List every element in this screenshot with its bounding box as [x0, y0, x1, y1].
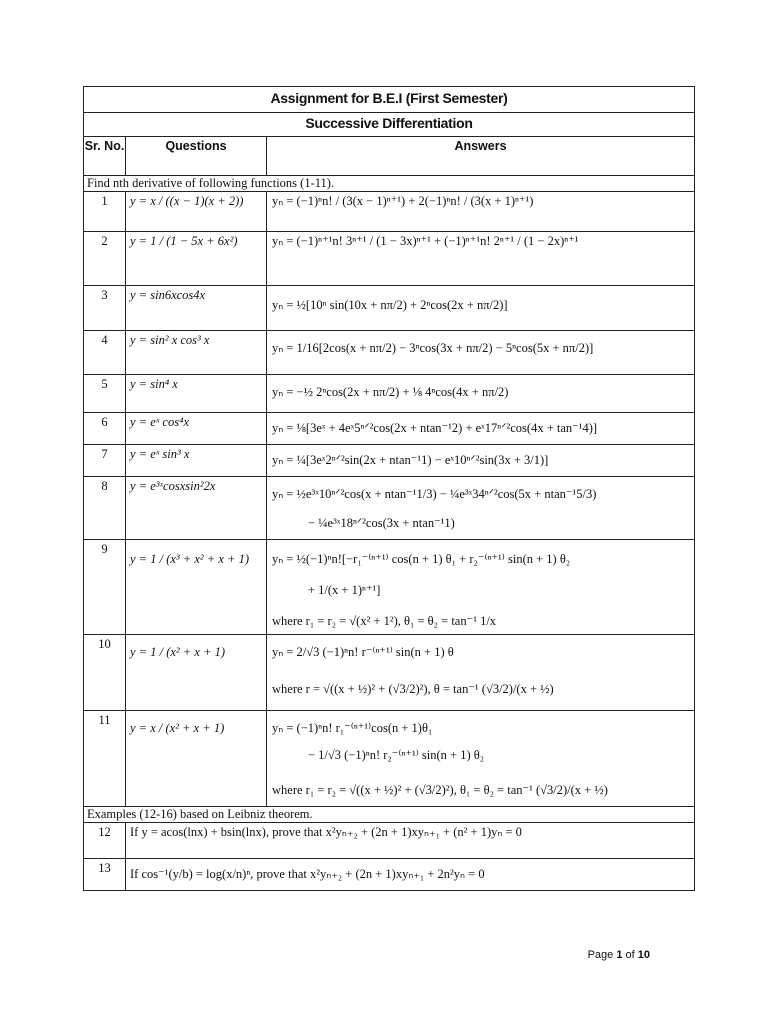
table-row: [84, 635, 695, 711]
answer-cell: [267, 711, 695, 807]
question-cell: [126, 192, 267, 232]
answer-line: where r₁ = r₂ = √((x + ½)² + (√3/2)²), θ₁ = θ₂ = tan⁻¹ (√3/2)/(x + ½): [272, 783, 608, 797]
table-row: [84, 859, 695, 891]
question-cell: [126, 477, 267, 540]
column-header-sr-text: Sr. No.: [84, 139, 125, 153]
question-text: y = 1 / (x² + x + 1): [130, 645, 225, 659]
question-cell: [126, 711, 267, 807]
question-cell: [126, 375, 267, 413]
answer-cell: [267, 413, 695, 445]
question-text: y = e³ˣcosxsin²2x: [130, 479, 216, 493]
question-text: y = sin6xcos4x: [130, 288, 206, 302]
table-row: [84, 375, 695, 413]
row-number: 12: [84, 823, 126, 859]
page-prefix: Page: [587, 949, 617, 961]
table-row: [84, 477, 695, 540]
question-text: y = 1 / (x³ + x² + x + 1): [130, 552, 249, 566]
answer-cell: [267, 635, 695, 711]
table-row: [84, 413, 695, 445]
question-text: y = sin² x cos³ x: [130, 333, 210, 347]
answer-line: yₙ = 1/16[2cos(x + nπ/2) − 3ⁿcos(3x + nπ/2) − 5ⁿcos(5x + nπ/2)]: [272, 341, 594, 355]
question-cell: [126, 635, 267, 711]
answer-cell: [267, 286, 695, 331]
answer-line: yₙ = ½(−1)ⁿn![−r₁⁻⁽ⁿ⁺¹⁾ cos(n + 1) θ₁ + r₂⁻⁽ⁿ⁺¹⁾ sin(n + 1) θ₂: [272, 552, 571, 566]
question-text: y = 1 / (1 − 5x + 6x²): [130, 234, 238, 248]
row-number: 9: [84, 540, 126, 635]
answer-line: yₙ = ¼[3eˣ2ⁿᐟ²sin(2x + ntan⁻¹1) − eˣ10ⁿᐟ²sin(3x + 3/1)]: [272, 453, 549, 467]
answer-line: where r₁ = r₂ = √(x² + 1²), θ₁ = θ₂ = tan⁻¹ 1/x: [272, 614, 497, 628]
table-row: [84, 232, 695, 286]
question-text: y = x / (x² + x + 1): [130, 721, 225, 735]
answer-cell: [267, 232, 695, 286]
table-row: [84, 540, 695, 635]
row-number: 6: [84, 413, 126, 445]
answer-cell: [267, 477, 695, 540]
column-header-sr: [84, 137, 126, 176]
table-row: [84, 286, 695, 331]
answer-line: yₙ = 2/√3 (−1)ⁿn! r⁻⁽ⁿ⁺¹⁾ sin(n + 1) θ: [272, 645, 454, 659]
answer-line: − ¼e³ˣ18ⁿᐟ²cos(3x + ntan⁻¹1): [308, 516, 455, 530]
question-text: y = eˣ sin³ x: [130, 447, 190, 461]
row-number: 3: [84, 286, 126, 331]
question-cell: [126, 823, 695, 859]
question-text: y = sin⁴ x: [130, 377, 178, 391]
table-row: [84, 331, 695, 375]
section-label-nth-derivative: Find nth derivative of following functions (1-11).: [84, 176, 695, 192]
answer-line: yₙ = ⅛[3eˣ + 4eˣ5ⁿᐟ²cos(2x + ntan⁻¹2) + eˣ17ⁿᐟ²cos(4x + tan⁻¹4)]: [272, 421, 598, 435]
question-cell: [126, 232, 267, 286]
page-current: 1: [616, 949, 623, 961]
question-text: If y = acos(lnx) + bsin(lnx), prove that x²yₙ₊₂ + (2n + 1)xyₙ₊₁ + (n² + 1)yₙ = 0: [130, 825, 522, 839]
answer-line: yₙ = (−1)ⁿ⁺¹n! 3ⁿ⁺¹ / (1 − 3x)ⁿ⁺¹ + (−1)ⁿ⁺¹n! 2ⁿ⁺¹ / (1 − 2x)ⁿ⁺¹: [272, 234, 579, 248]
answer-line: yₙ = ½[10ⁿ sin(10x + nπ/2) + 2ⁿcos(2x + nπ/2)]: [272, 298, 508, 312]
column-header-answers: Answers: [267, 137, 695, 176]
question-text: y = eˣ cos⁴x: [130, 415, 189, 429]
row-number: 4: [84, 331, 126, 375]
page-number: [588, 949, 650, 961]
answer-cell: [267, 540, 695, 635]
table-row: [84, 445, 695, 477]
question-cell: [126, 286, 267, 331]
answer-line: yₙ = −½ 2ⁿcos(2x + nπ/2) + ⅛ 4ⁿcos(4x + nπ/2): [272, 385, 509, 399]
row-number: 2: [84, 232, 126, 286]
answer-line: + 1/(x + 1)ⁿ⁺¹]: [308, 583, 381, 597]
table-row: [84, 823, 695, 859]
table-row: [84, 711, 695, 807]
answer-line: yₙ = (−1)ⁿn! r₁⁻⁽ⁿ⁺¹⁾cos(n + 1)θ₁: [272, 721, 433, 735]
answer-line: − 1/√3 (−1)ⁿn! r₂⁻⁽ⁿ⁺¹⁾ sin(n + 1) θ₂: [308, 748, 485, 762]
page-title: Assignment for B.E.I (First Semester): [84, 87, 695, 113]
answer-line: yₙ = ½e³ˣ10ⁿᐟ²cos(x + ntan⁻¹1/3) − ¼e³ˣ34ⁿᐟ²cos(5x + ntan⁻¹5/3): [272, 487, 597, 501]
row-number: 8: [84, 477, 126, 540]
row-number: 7: [84, 445, 126, 477]
page-separator: of: [622, 949, 638, 961]
question-cell: [126, 445, 267, 477]
question-cell: [126, 859, 695, 891]
question-text: y = x / ((x − 1)(x + 2)): [130, 194, 244, 208]
page-subtitle: Successive Differentiation: [84, 113, 695, 137]
answer-line: yₙ = (−1)ⁿn! / (3(x − 1)ⁿ⁺¹) + 2(−1)ⁿn! / (3(x + 1)ⁿ⁺¹): [272, 194, 534, 208]
answer-cell: [267, 331, 695, 375]
question-cell: [126, 413, 267, 445]
row-number: 1: [84, 192, 126, 232]
question-text: If cos⁻¹(y/b) = log(x/n)ⁿ, prove that x²yₙ₊₂ + (2n + 1)xyₙ₊₁ + 2n²yₙ = 0: [130, 867, 485, 881]
question-cell: [126, 331, 267, 375]
row-number: 10: [84, 635, 126, 711]
answer-cell: [267, 192, 695, 232]
section-label-leibniz: Examples (12-16) based on Leibniz theorem.: [84, 807, 695, 823]
row-number: 13: [84, 859, 126, 891]
assignment-table: [83, 86, 695, 891]
row-number: 11: [84, 711, 126, 807]
answer-cell: [267, 445, 695, 477]
answer-cell: [267, 375, 695, 413]
table-row: [84, 192, 695, 232]
row-number: 5: [84, 375, 126, 413]
page-total: 10: [637, 949, 650, 961]
question-cell: [126, 540, 267, 635]
answer-line: where r = √((x + ½)² + (√3/2)²), θ = tan⁻¹ (√3/2)/(x + ½): [272, 682, 554, 696]
column-header-questions: Questions: [126, 137, 267, 176]
